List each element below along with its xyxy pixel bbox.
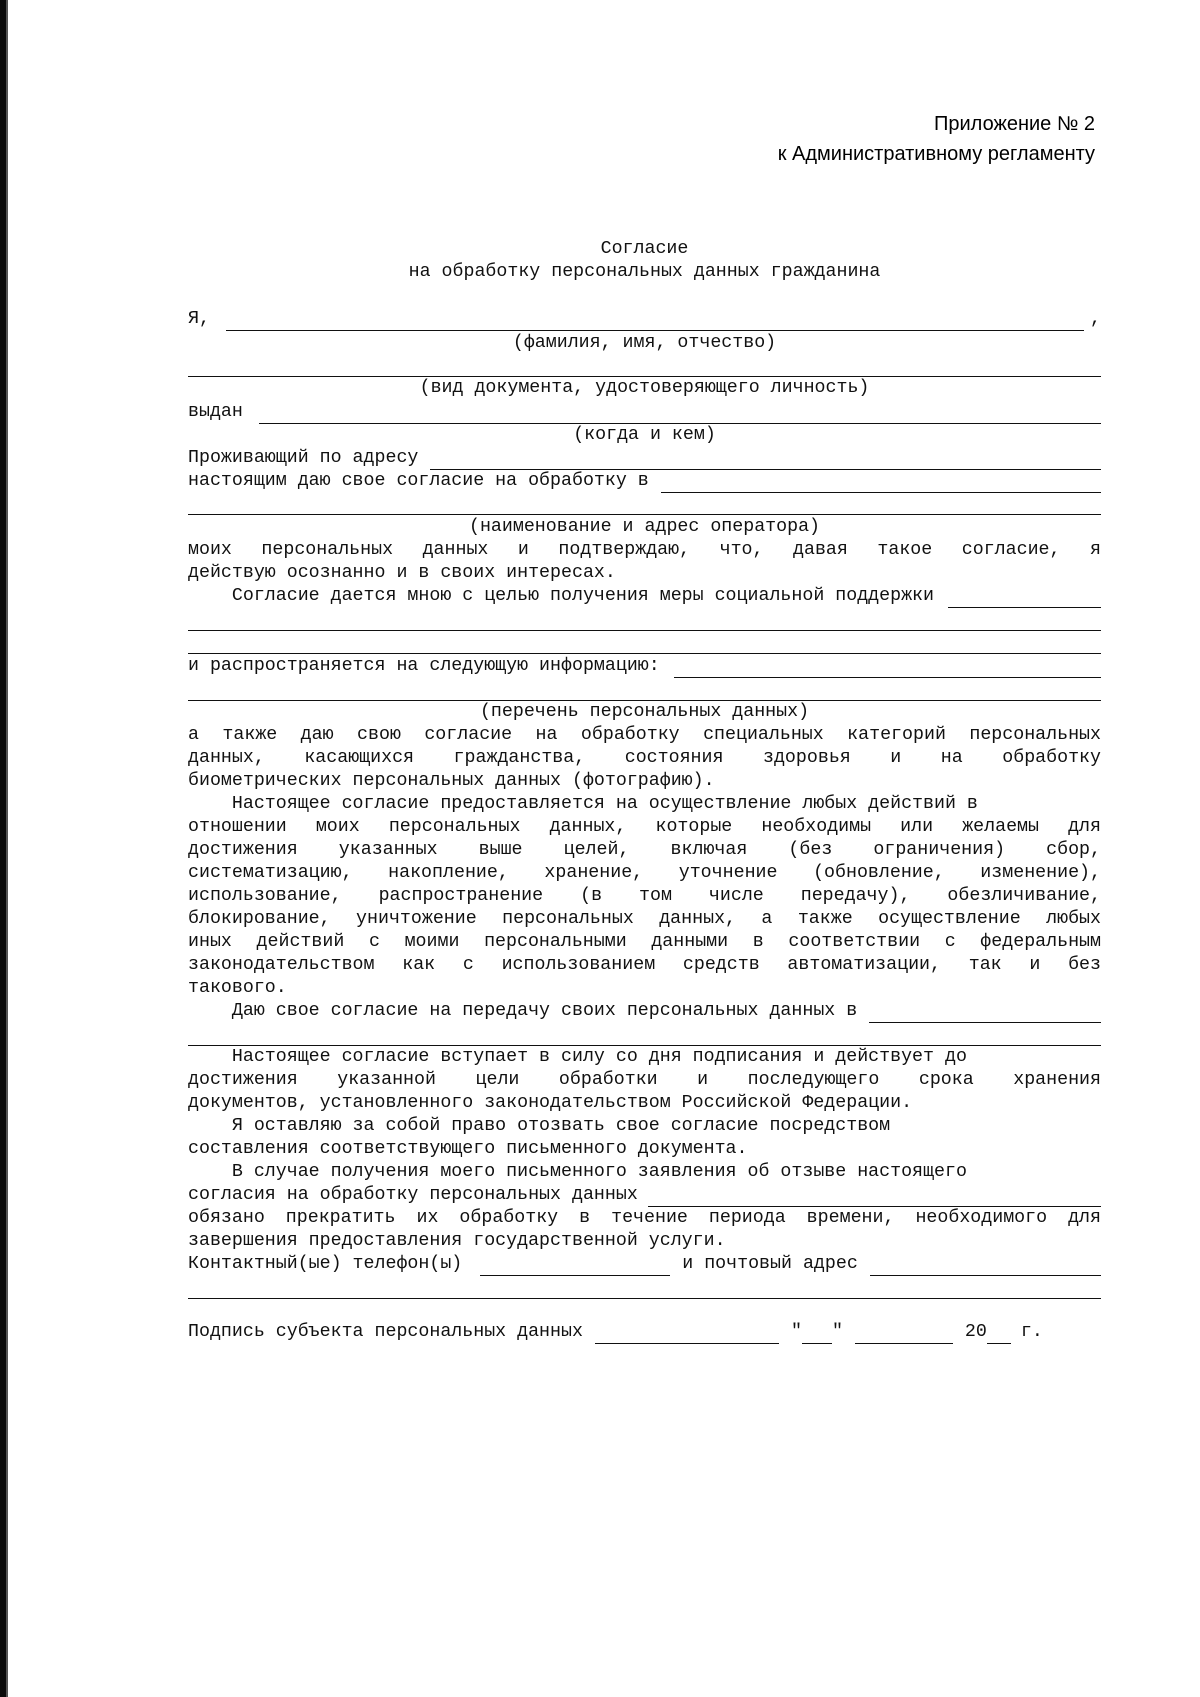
purpose-row [188, 585, 1101, 608]
operator-field-line2[interactable] [188, 514, 1101, 515]
revocation-row [188, 1184, 1101, 1207]
body-line: блокирование, уничтожение персональных данных, а также осуществление любых [188, 909, 1101, 929]
issued-row [188, 401, 1101, 424]
body-line: Настоящее согласие вступает в силу со дня подписания и действует до [188, 1047, 967, 1067]
transfer-field[interactable] [869, 1005, 1101, 1023]
postal-address-field[interactable] [870, 1258, 1101, 1276]
fio-field[interactable] [226, 313, 1084, 331]
signature-row [188, 1321, 1101, 1344]
body-line: данных, касающихся гражданства, состояния здоровья и на обработку [188, 748, 1101, 768]
ya-label: Я, [188, 309, 210, 329]
purpose-field[interactable] [948, 590, 1101, 608]
transfer-row [188, 1000, 1101, 1023]
month-field[interactable] [855, 1326, 953, 1344]
body-line: биометрических персональных данных (фотографию). [188, 771, 715, 791]
postal-label: и почтовый адрес [682, 1254, 858, 1274]
body-line: документов, установленного законодательством Российской Федерации. [188, 1093, 913, 1113]
address-field[interactable] [430, 452, 1101, 470]
purpose-field-line2[interactable] [188, 630, 1101, 631]
body-line: систематизацию, накопление, хранение, уточнение (обновление, изменение), [188, 863, 1101, 883]
signature-field[interactable] [595, 1326, 779, 1344]
scan-edge-shadow-inner [6, 0, 8, 1697]
day-field[interactable] [802, 1326, 832, 1344]
purpose-label: Согласие дается мною с целью получения меры социальной поддержки [188, 586, 934, 606]
address-label: Проживающий по адресу [188, 448, 419, 468]
appendix-reference: к Административному регламенту [777, 143, 1095, 165]
fio-row [188, 308, 1101, 331]
purpose-field-line3[interactable] [188, 653, 1101, 654]
signature-label: Подпись субъекта персональных данных [188, 1322, 583, 1342]
body-line: а также даю свою согласие на обработку специальных категорий персональных [188, 725, 1101, 745]
body-line: действую осознанно и в своих интересах. [188, 563, 616, 583]
body-line: моих персональных данных и подтверждаю, что, давая такое согласие, я [188, 540, 1101, 560]
info-field[interactable] [674, 660, 1101, 678]
document-title: Согласие [600, 239, 689, 259]
ya-comma: , [1090, 309, 1101, 329]
body-line: достижения указанных выше целей, включая (без ограничения) сбор, [188, 840, 1101, 860]
body-line: достижения указанной цели обработки и последующего срока хранения [188, 1070, 1101, 1090]
body-line: отношении моих персональных данных, которые необходимы или желаемы для [188, 817, 1101, 837]
id-document-caption: (вид документа, удостоверяющего личность) [419, 378, 870, 398]
year-field[interactable] [987, 1326, 1011, 1344]
operator-row [188, 470, 1101, 493]
body-line: Я оставляю за собой право отозвать свое согласие посредством [188, 1116, 891, 1136]
issued-label: выдан [188, 402, 243, 422]
phone-label: Контактный(ые) телефон(ы) [188, 1254, 463, 1274]
body-line: использование, распространение (в том числе передачу), обезличивание, [188, 886, 1101, 906]
phone-field[interactable] [480, 1258, 670, 1276]
body-line: законодательством как с использованием средств автоматизации, так и без [188, 955, 1101, 975]
postal-address-field-line2[interactable] [188, 1298, 1101, 1299]
appendix-number: Приложение № 2 [934, 113, 1095, 135]
quote-close: " [831, 1322, 843, 1342]
issued-field[interactable] [259, 406, 1101, 424]
quote-open: " [790, 1322, 802, 1342]
applies-label: и распространяется на следующую информацию: [188, 656, 660, 676]
address-row [188, 447, 1101, 470]
issued-caption: (когда и кем) [573, 425, 716, 445]
body-line: иных действий с моими персональными данными в соответствии с федеральным [188, 932, 1101, 952]
year-suffix: г. [1020, 1322, 1043, 1342]
applies-row [188, 655, 1101, 678]
body-line: завершения предоставления государственной услуги. [188, 1231, 726, 1251]
year-prefix: 20 [964, 1322, 987, 1342]
body-line: обязано прекратить их обработку в течение периода времени, необходимого для [188, 1208, 1101, 1228]
body-line: составления соответствующего письменного документа. [188, 1139, 748, 1159]
body-line: такового. [188, 978, 287, 998]
consent-to-label: настоящим даю свое согласие на обработку в [188, 471, 649, 491]
body-line: В случае получения моего письменного заявления об отзыве настоящего [188, 1162, 967, 1182]
operator-caption: (наименование и адрес оператора) [468, 517, 821, 537]
revocation-operator-field[interactable] [648, 1189, 1101, 1207]
fio-caption: (фамилия, имя, отчество) [512, 333, 777, 353]
operator-field[interactable] [661, 475, 1101, 493]
revocation-label: согласия на обработку персональных данных [188, 1185, 638, 1205]
contacts-row [188, 1253, 1101, 1276]
body-line: Настоящее согласие предоставляется на осуществление любых действий в [188, 794, 978, 814]
personal-data-caption: (перечень персональных данных) [479, 702, 810, 722]
document-subtitle: на обработку персональных данных гражданина [408, 262, 881, 282]
transfer-label: Даю свое согласие на передачу своих персональных данных в [188, 1001, 858, 1021]
